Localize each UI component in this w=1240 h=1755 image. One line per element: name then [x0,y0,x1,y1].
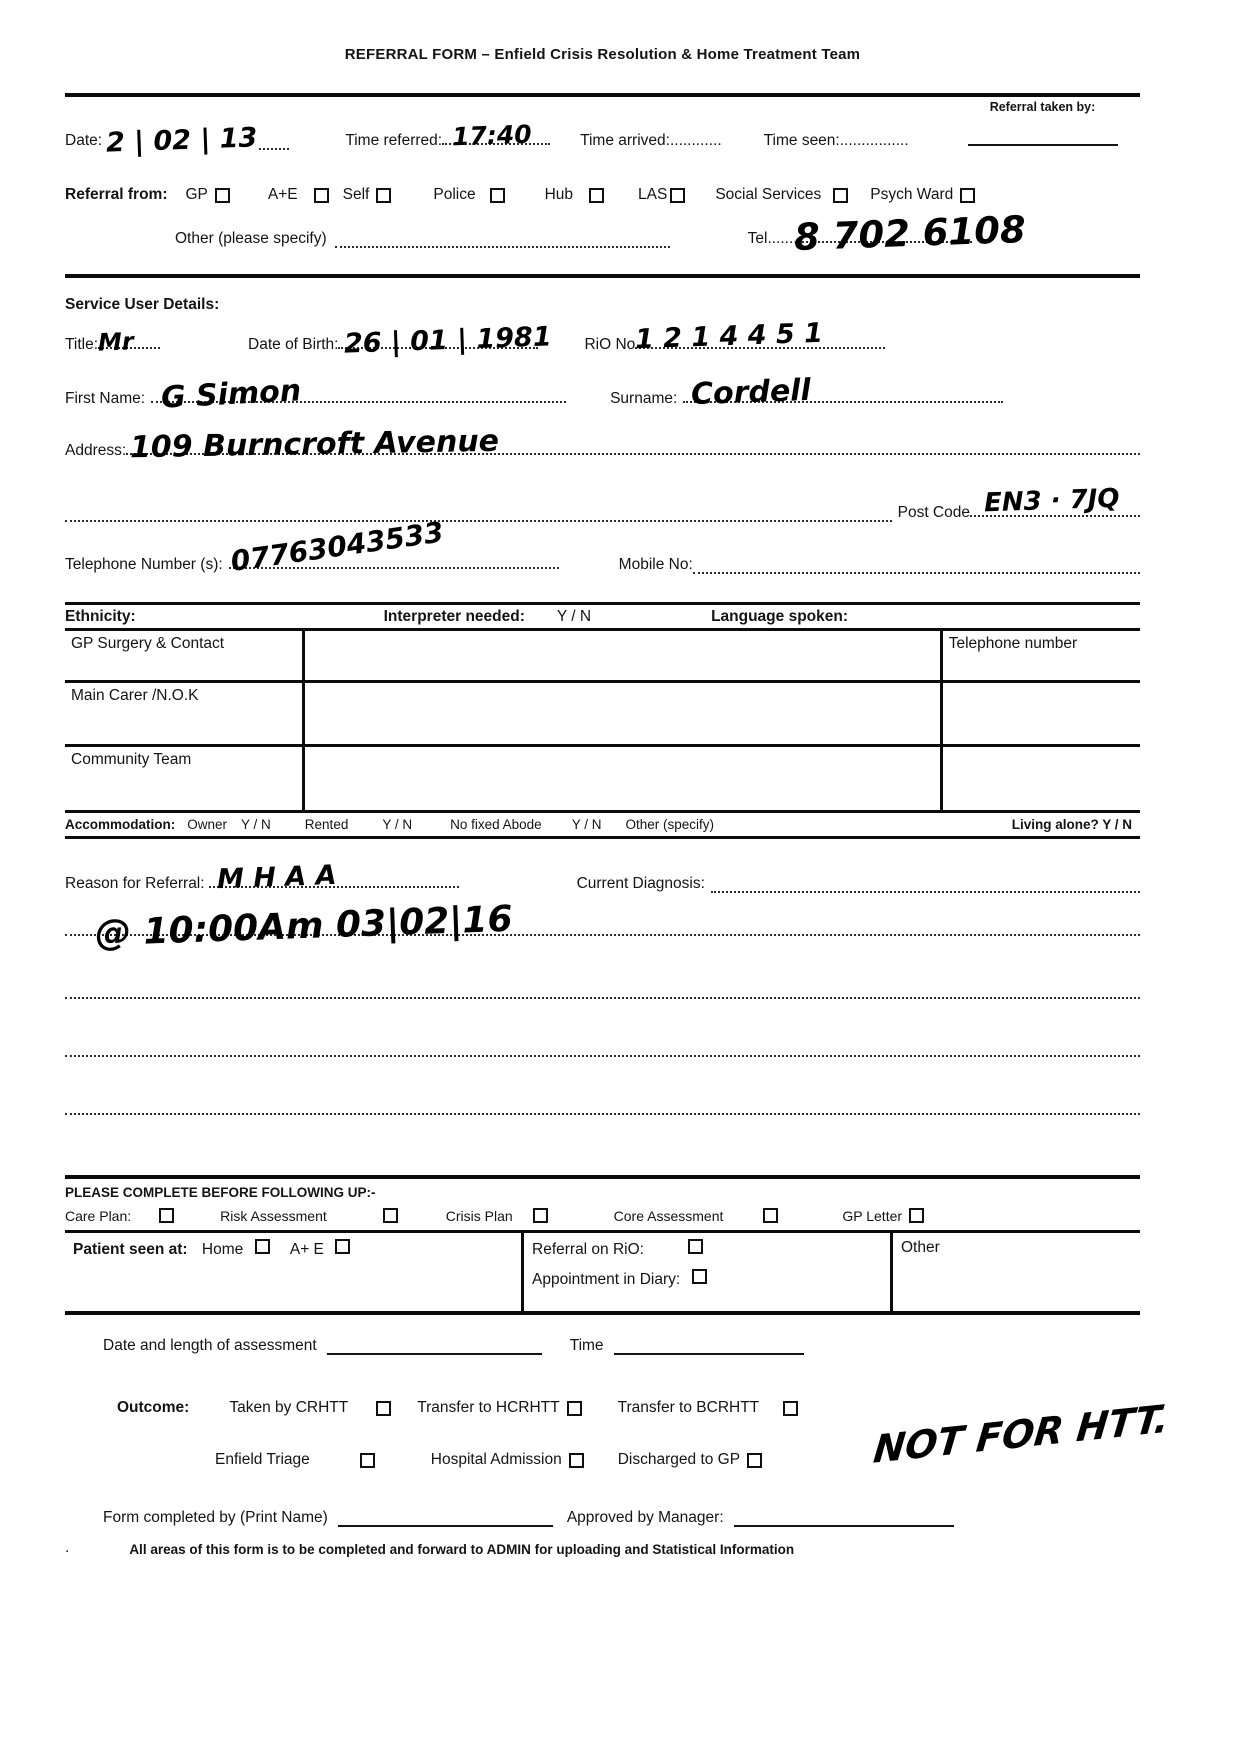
dob-field[interactable] [338,321,553,360]
table-row-main-carer [65,682,1140,746]
time-arrived-label: Time arrived:............ [580,132,722,149]
postcode-handwritten-value: EN3 · 7JQ [983,483,1120,519]
rio-handwritten-value: 1 2 1 4 4 5 1 [634,317,824,356]
reason-handwritten-value: M H A A [216,859,337,896]
reason-for-referral-label: Reason for Referral: [65,875,205,892]
crisis-plan-checkbox[interactable] [533,1208,548,1223]
footer-note: All areas of this form is to be completed and forward to ADMIN for uploading and Statistical Information [129,1542,795,1557]
patient-seen-at-label: Patient seen at: [73,1241,188,1258]
phone-label: Telephone Number (s): [65,556,223,573]
address-handwritten-value: 109 Burncroft Avenue [129,423,500,466]
title-field[interactable] [97,327,160,357]
outcome-taken-by-crhtt: Taken by CRHTT [229,1399,349,1416]
reason-line-4[interactable] [65,1109,1140,1115]
first-name-label: First Name: [65,390,146,407]
service-user-details-heading: Service User Details: [65,296,220,313]
transfer-hcrhtt-checkbox[interactable] [567,1401,582,1416]
accommodation-rented: Rented [304,817,349,832]
tel-field[interactable] [747,207,1027,260]
patient-seen-ae-checkbox[interactable] [335,1239,350,1254]
main-carer-value-cell[interactable] [304,682,941,746]
address-field-line2[interactable] [65,516,892,522]
outcome-label: Outcome: [117,1399,190,1416]
ae-checkbox[interactable] [314,188,329,203]
referral-from-option-hub: Hub [544,186,574,203]
accommodation-owner: Owner [187,817,228,832]
table-row-gp-surgery [65,630,1140,682]
address-field[interactable] [126,423,1140,466]
reason-field[interactable] [205,859,459,896]
title-handwritten-value: Mr [97,327,135,357]
tel-handwritten-value: 8 702 6108 [792,207,1027,260]
referral-from-option-psych: Psych Ward [870,186,954,203]
referral-taken-by-label: Referral taken by: [989,100,1096,114]
crisis-plan-label: Crisis Plan [445,1208,513,1224]
outcome-enfield-triage: Enfield Triage [215,1451,310,1468]
accommodation-rented-yn[interactable]: Y / N [382,817,413,832]
referral-taken-by-field[interactable] [968,140,1118,146]
approved-by-manager-label: Approved by Manager: [566,1509,724,1526]
appointment-in-diary-label: Appointment in Diary: [532,1271,681,1288]
referral-from-option-ae: A+E [267,186,298,203]
section-divider-1 [65,274,1140,278]
enfield-triage-checkbox[interactable] [360,1453,375,1468]
core-assessment-label: Core Assessment [613,1208,724,1224]
patient-seen-box [65,1230,1140,1315]
accommodation-owner-yn[interactable]: Y / N [241,817,271,832]
self-checkbox[interactable] [376,188,391,203]
top-divider [65,93,1140,97]
patient-seen-home-label: Home [201,1241,244,1258]
accommodation-other: Other (specify) [625,817,714,832]
interpreter-yn[interactable]: Y / N [556,608,592,625]
psych-ward-checkbox[interactable] [960,188,975,203]
dob-label: Date of Birth: [248,336,339,353]
time-seen-label: Time seen:................ [763,132,909,149]
care-plan-label: Care Plan: [65,1208,132,1224]
outcome-discharged-gp: Discharged to GP [617,1451,741,1468]
referral-from-label: Referral from: [65,186,168,203]
time-referred-field[interactable] [442,119,550,152]
address-label: Address: [65,442,127,459]
surname-handwritten-value: Cordell [690,372,812,413]
outcome-hospital-admission: Hospital Admission [430,1451,562,1468]
patient-seen-ae-label: A+ E [289,1241,324,1258]
referral-on-rio-label: Referral on RiO: [532,1241,644,1258]
interpreter-needed-label: Interpreter needed: [383,608,525,625]
discharged-gp-checkbox[interactable] [747,1453,762,1468]
postcode-label: Post Code [897,504,970,521]
follow-up-divider [65,1175,1140,1179]
follow-up-heading: PLEASE COMPLETE BEFORE FOLLOWING UP:- [65,1185,376,1200]
dob-handwritten-value: 26 | 01 | 1981 [344,321,553,360]
social-services-checkbox[interactable] [833,188,848,203]
community-team-label: Community Team [65,746,304,812]
referral-from-option-las: LAS [638,186,668,203]
core-assessment-checkbox[interactable] [763,1208,778,1223]
accommodation-label: Accommodation: [65,817,176,832]
postcode-field[interactable] [970,483,1140,522]
tel-label: Tel....... [747,230,798,247]
appointment-handwritten-note: @ 10:00Am 03|02|16 [94,898,514,955]
date-length-assessment-label: Date and length of assessment [103,1337,317,1354]
phone-field[interactable] [223,515,559,578]
footer-dot: . [65,1539,70,1556]
reason-line-1[interactable] [65,898,1140,955]
living-alone-label[interactable]: Living alone? Y / N [1011,817,1132,832]
reason-line-3[interactable] [65,1051,1140,1057]
risk-assessment-checkbox[interactable] [383,1208,398,1223]
main-carer-phone-cell[interactable] [941,682,1140,746]
first-name-handwritten-value: G Simon [160,373,303,416]
transfer-bcrhtt-checkbox[interactable] [783,1401,798,1416]
taken-by-crhtt-checkbox[interactable] [376,1401,391,1416]
police-checkbox[interactable] [490,188,505,203]
hospital-admission-checkbox[interactable] [569,1453,584,1468]
other-specify-label: Other (please specify) [175,230,327,247]
current-diagnosis-label: Current Diagnosis: [576,875,705,892]
care-plan-checkbox[interactable] [159,1208,174,1223]
gp-checkbox[interactable] [215,188,230,203]
ethnicity-label: Ethnicity: [65,608,136,625]
referral-on-rio-checkbox[interactable] [688,1239,703,1254]
gp-telephone-header: Telephone number [941,630,1140,682]
date-label: Date: [65,132,103,149]
risk-assessment-label: Risk Assessment [220,1208,327,1224]
gp-surgery-label: GP Surgery & Contact [65,630,304,682]
not-for-htt-handwritten-note: NOT FOR HTT. [871,1396,1172,1472]
surname-label: Surname: [610,390,678,407]
time-referred-label: Time referred: [345,132,443,149]
accommodation-nofixedabode-yn[interactable]: Y / N [571,817,602,832]
mobile-label: Mobile No: [618,556,693,573]
contact-table [65,628,1140,813]
table-row-community-team [65,746,1140,812]
outcome-transfer-bcrhtt: Transfer to BCRHTT [617,1399,760,1416]
assessment-time-field[interactable] [614,1349,804,1355]
las-checkbox[interactable] [670,188,685,203]
form-completed-by-field[interactable] [338,1521,553,1527]
gp-letter-label: GP Letter [842,1208,903,1224]
first-name-field[interactable] [145,373,566,416]
language-spoken-label: Language spoken: [711,608,848,625]
main-carer-label: Main Carer /N.O.K [65,682,304,746]
date-field[interactable] [259,144,289,150]
phone-handwritten-value: 07763043533 [228,515,446,578]
appointment-in-diary-checkbox[interactable] [692,1269,707,1284]
approved-by-manager-field[interactable] [734,1521,954,1527]
referral-from-option-gp: GP [185,186,208,203]
accommodation-nofixedabode: No fixed Abode [450,817,542,832]
referral-from-option-police: Police [433,186,476,203]
date-handwritten-value: 2 | 02 | 13 [105,122,258,159]
referral-from-option-social: Social Services [715,186,822,203]
surname-field[interactable] [677,372,1003,413]
other-cell-label: Other [901,1239,940,1256]
current-diagnosis-field[interactable] [711,887,1140,893]
gp-surgery-value-cell[interactable] [304,630,941,682]
form-title: REFERRAL FORM – Enfield Crisis Resolution & Home Treatment Team [344,46,861,63]
time-referred-handwritten-value: 17:40 [451,119,533,152]
reason-line-2[interactable] [65,993,1140,999]
other-specify-field[interactable] [335,242,670,248]
title-label: Title: [65,336,99,353]
referral-from-option-self: Self [342,186,370,203]
community-team-value-cell[interactable] [304,746,941,812]
date-length-assessment-field[interactable] [327,1349,542,1355]
gp-letter-checkbox[interactable] [909,1208,924,1223]
form-completed-by-label: Form completed by (Print Name) [103,1509,328,1526]
hub-checkbox[interactable] [589,188,604,203]
patient-seen-home-checkbox[interactable] [255,1239,270,1254]
mobile-field[interactable] [693,568,1140,574]
rio-field[interactable] [634,317,885,356]
community-team-phone-cell[interactable] [941,746,1140,812]
rio-label: RiO No [584,336,636,353]
assessment-time-label: Time [569,1337,604,1354]
outcome-transfer-hcrhtt: Transfer to HCRHTT [417,1399,560,1416]
